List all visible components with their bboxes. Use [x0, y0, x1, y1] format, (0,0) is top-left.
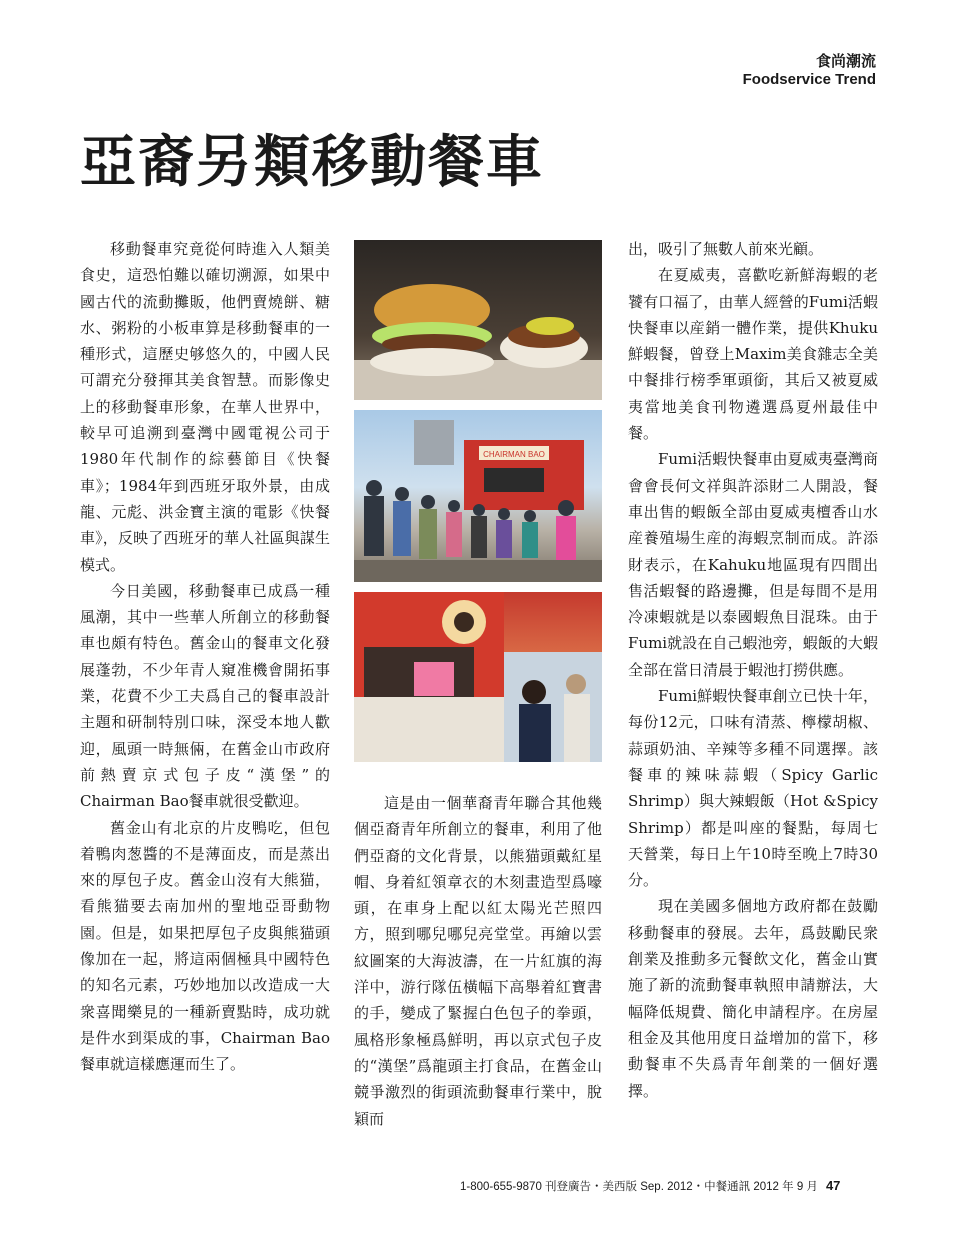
page-footer	[460, 1178, 840, 1194]
article-headline: 亞裔另類移動餐車	[80, 129, 544, 195]
bao-sandwich-photo	[354, 240, 602, 400]
paragraph: 今日美國，移動餐車已成爲一種風潮，其中一些華人所創立的移動餐車也頗有特色。舊金山的餐車文化發展蓬勃，不少年青人窺准機會開拓事業，花費不少工夫爲自己的餐車設計主題和研制特別口味，深受本地人歡迎，風頭一時無倆，在舊金山市政府前熱賣京式包子皮“漢堡”的Chairman Bao餐車就很受歡迎。	[80, 581, 330, 811]
paragraph: Fumi鮮蝦快餐車創立已快十年，每份12元，口味有清蒸、檸檬胡椒、蒜頭奶油、辛辣等多種不同選擇。該餐車的辣味蒜蝦（Spicy Garlic Shrimp）與大辣蝦飯（Hot &Spicy Shrimp）都是叫座的餐點，每周七天營業，每日上午10時至晚上7時30分。	[628, 687, 878, 890]
truck-sign: CHAIRMAN BAO	[483, 450, 545, 459]
paragraph: 現在美國多個地方政府都在鼓勵移動餐車的發展。去年，爲鼓勵民衆創業及推動多元餐飲文化，舊金山實施了新的流動餐車執照申請辦法，大幅降低規費、簡化申請程序。在房屋租金及其他用度日益增加的當下，移動餐車不失爲青年創業的一個好選擇。	[628, 897, 878, 1100]
section-title-cn: 食尚潮流	[815, 53, 876, 70]
paragraph: 舊金山有北京的片皮鴨吃，但包着鴨肉葱醬的不是薄面皮，而是蒸出來的厚包子皮。舊金山沒有大熊猫，看熊猫要去南加州的聖地亞哥動物園。但是，如果把厚包子皮與熊猫頭像加在一起，將這兩個極具中國特色的知名元素，巧妙地加以改造成一大衆喜聞樂見的一種新賣點時，成功就是件水到渠成的事，Chairman Bao餐車就這樣應運而生了。	[80, 818, 330, 1074]
paragraph: 這是由一個華裔青年聯合其他幾個亞裔青年所創立的餐車，利用了他們亞裔的文化背景，以熊猫頭戴紅星帽、身着紅領章衣的木刻畫造型爲嚎頭，在車身上配以紅太陽光芒照四方，照到哪兒哪兒亮堂堂。再繪以雲紋圖案的大海波濤，在一片紅旗的海洋中，游行隊伍橫幅下高舉着紅寶書的手，變成了緊握白色包子的拳頭，風格形象極爲鮮明，再以京式包子皮的“漢堡”爲龍頭主打食品，在舊金山競爭激烈的街頭流動餐車行業中，脫穎而	[354, 794, 602, 1128]
crowd-queue-photo	[354, 410, 602, 582]
page-number: 47	[825, 1178, 841, 1193]
section-title-en: Foodservice Trend	[742, 71, 876, 88]
paragraph: 在夏威夷，喜歡吃新鮮海蝦的老饕有口福了，由華人經營的Fumi活蝦快餐車以産銷一體作業，提供Khuku鮮蝦餐，曾登上Maxim美食雜志全美中餐排行榜季軍頭銜，其后又被夏威夷當地美食刊物遴選爲夏州最佳中餐。	[628, 266, 878, 443]
truck-window-illustration	[354, 592, 602, 762]
serving-window-photo	[354, 592, 602, 762]
article-column-3	[628, 236, 878, 1104]
article-column-2	[354, 790, 602, 1132]
bao-sandwich-illustration	[354, 240, 602, 400]
paragraph: 出，吸引了無數人前來光顧。	[628, 240, 824, 258]
article-column-1	[80, 236, 330, 1078]
paragraph: 移動餐車究竟從何時進入人類美食史，這恐怕難以確切溯源，如果中國古代的流動攤販，他們賣燒餅、糖水、粥粉的小板車算是移動餐車的一種形式，這歷史够悠久的，中國人民可謂充分發揮其美食智慧。而影像史上的移動餐車形象，在華人世界中，較早可追溯到臺灣中國電視公司于1980年代制作的綜藝節目《快餐車》；1984年到西班牙取外景，由成龍、元彪、洪金寶主演的電影《快餐車》，反映了西班牙的華人社區與謀生模式。	[80, 240, 330, 574]
paragraph: Fumi活蝦快餐車由夏威夷臺灣商會會長何文祥與許添財二人開設，餐車出售的蝦飯全部由夏威夷檀香山水産養殖場生産的海蝦烹制而成。許添財表示，在Kahuku地區現有四間出售活蝦餐的路邊攤，但是每間不是用冷凍蝦就是以泰國蝦魚目混珠。由于Fumi就設在自己蝦池旁，蝦飯的大蝦全部在當日清晨于蝦池打撈供應。	[628, 450, 878, 679]
footer-info: 1-800-655-9870 刊登廣告・美西版 Sep. 2012・中餐通訊 2012 年 9 月	[460, 1181, 818, 1193]
food-truck-crowd-illustration	[354, 410, 602, 582]
